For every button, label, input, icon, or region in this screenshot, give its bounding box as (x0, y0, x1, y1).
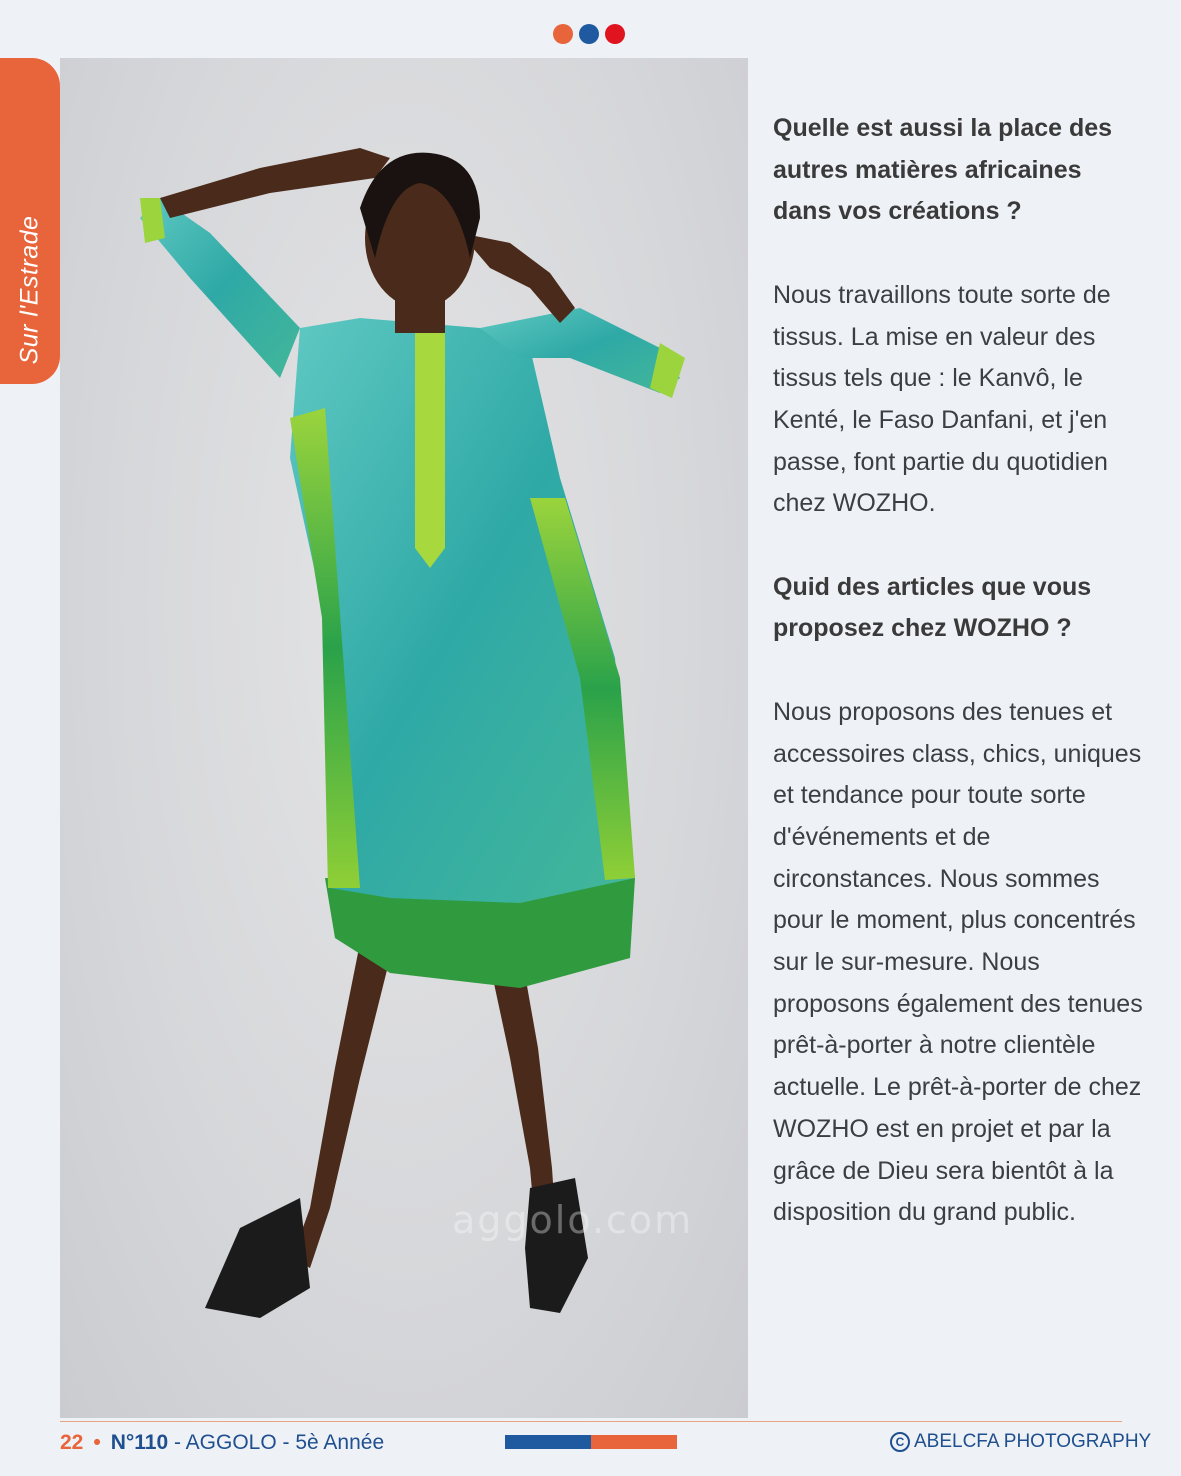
section-tab-label: Sur l'Estrade (15, 215, 44, 365)
blue-dot-icon (579, 24, 599, 44)
section-tab (0, 58, 60, 384)
magazine-name: - AGGOLO - 5è Année (168, 1431, 385, 1454)
issue-number: N°110 (110, 1431, 169, 1454)
footer-bar-blue (505, 1435, 591, 1449)
page-number: 22 (60, 1431, 84, 1454)
footer-issue-info (60, 1431, 384, 1455)
photo-watermark: aggolo.com (452, 1198, 694, 1242)
orange-dot-icon (553, 24, 573, 44)
footer-color-bars (505, 1435, 677, 1449)
footer-bar-orange (591, 1435, 677, 1449)
question-2: Quid des articles que vous proposez chez WOZHO ? (773, 572, 1092, 643)
photo-credit-text: ABELCFA PHOTOGRAPHY (914, 1431, 1152, 1452)
red-dot-icon (605, 24, 625, 44)
copyright-icon: C (890, 1432, 910, 1452)
footer-bullet: • (93, 1431, 101, 1454)
answer-2: Nous proposons des tenues et accessoires class, chics, uniques et tendance pour toute sorte d'événements et de circonstances. Nous sommes pour le moment, plus concentrés sur le sur-mesure. Nous proposons également des tenues prêt-à-porter à notre clientèle actuelle. Le prêt-à-porter de chez WOZHO est en projet et par la grâce de Dieu sera bientôt à la disposition du grand public. (773, 697, 1143, 1227)
header-dots (553, 24, 625, 44)
question-1: Quelle est aussi la place des autres matières africaines dans vos créations ? (773, 114, 1113, 226)
model-photo (60, 58, 748, 1418)
answer-1: Nous travaillons toute sorte de tissus. La mise en valeur des tissus tels que : le Kanvô, le Kenté, le Faso Danfani, et j'en passe, font partie du quotidien chez WOZHO. (773, 280, 1111, 518)
photo-credit (890, 1431, 1151, 1453)
article-text (773, 108, 1145, 1234)
footer-divider (60, 1421, 1122, 1422)
